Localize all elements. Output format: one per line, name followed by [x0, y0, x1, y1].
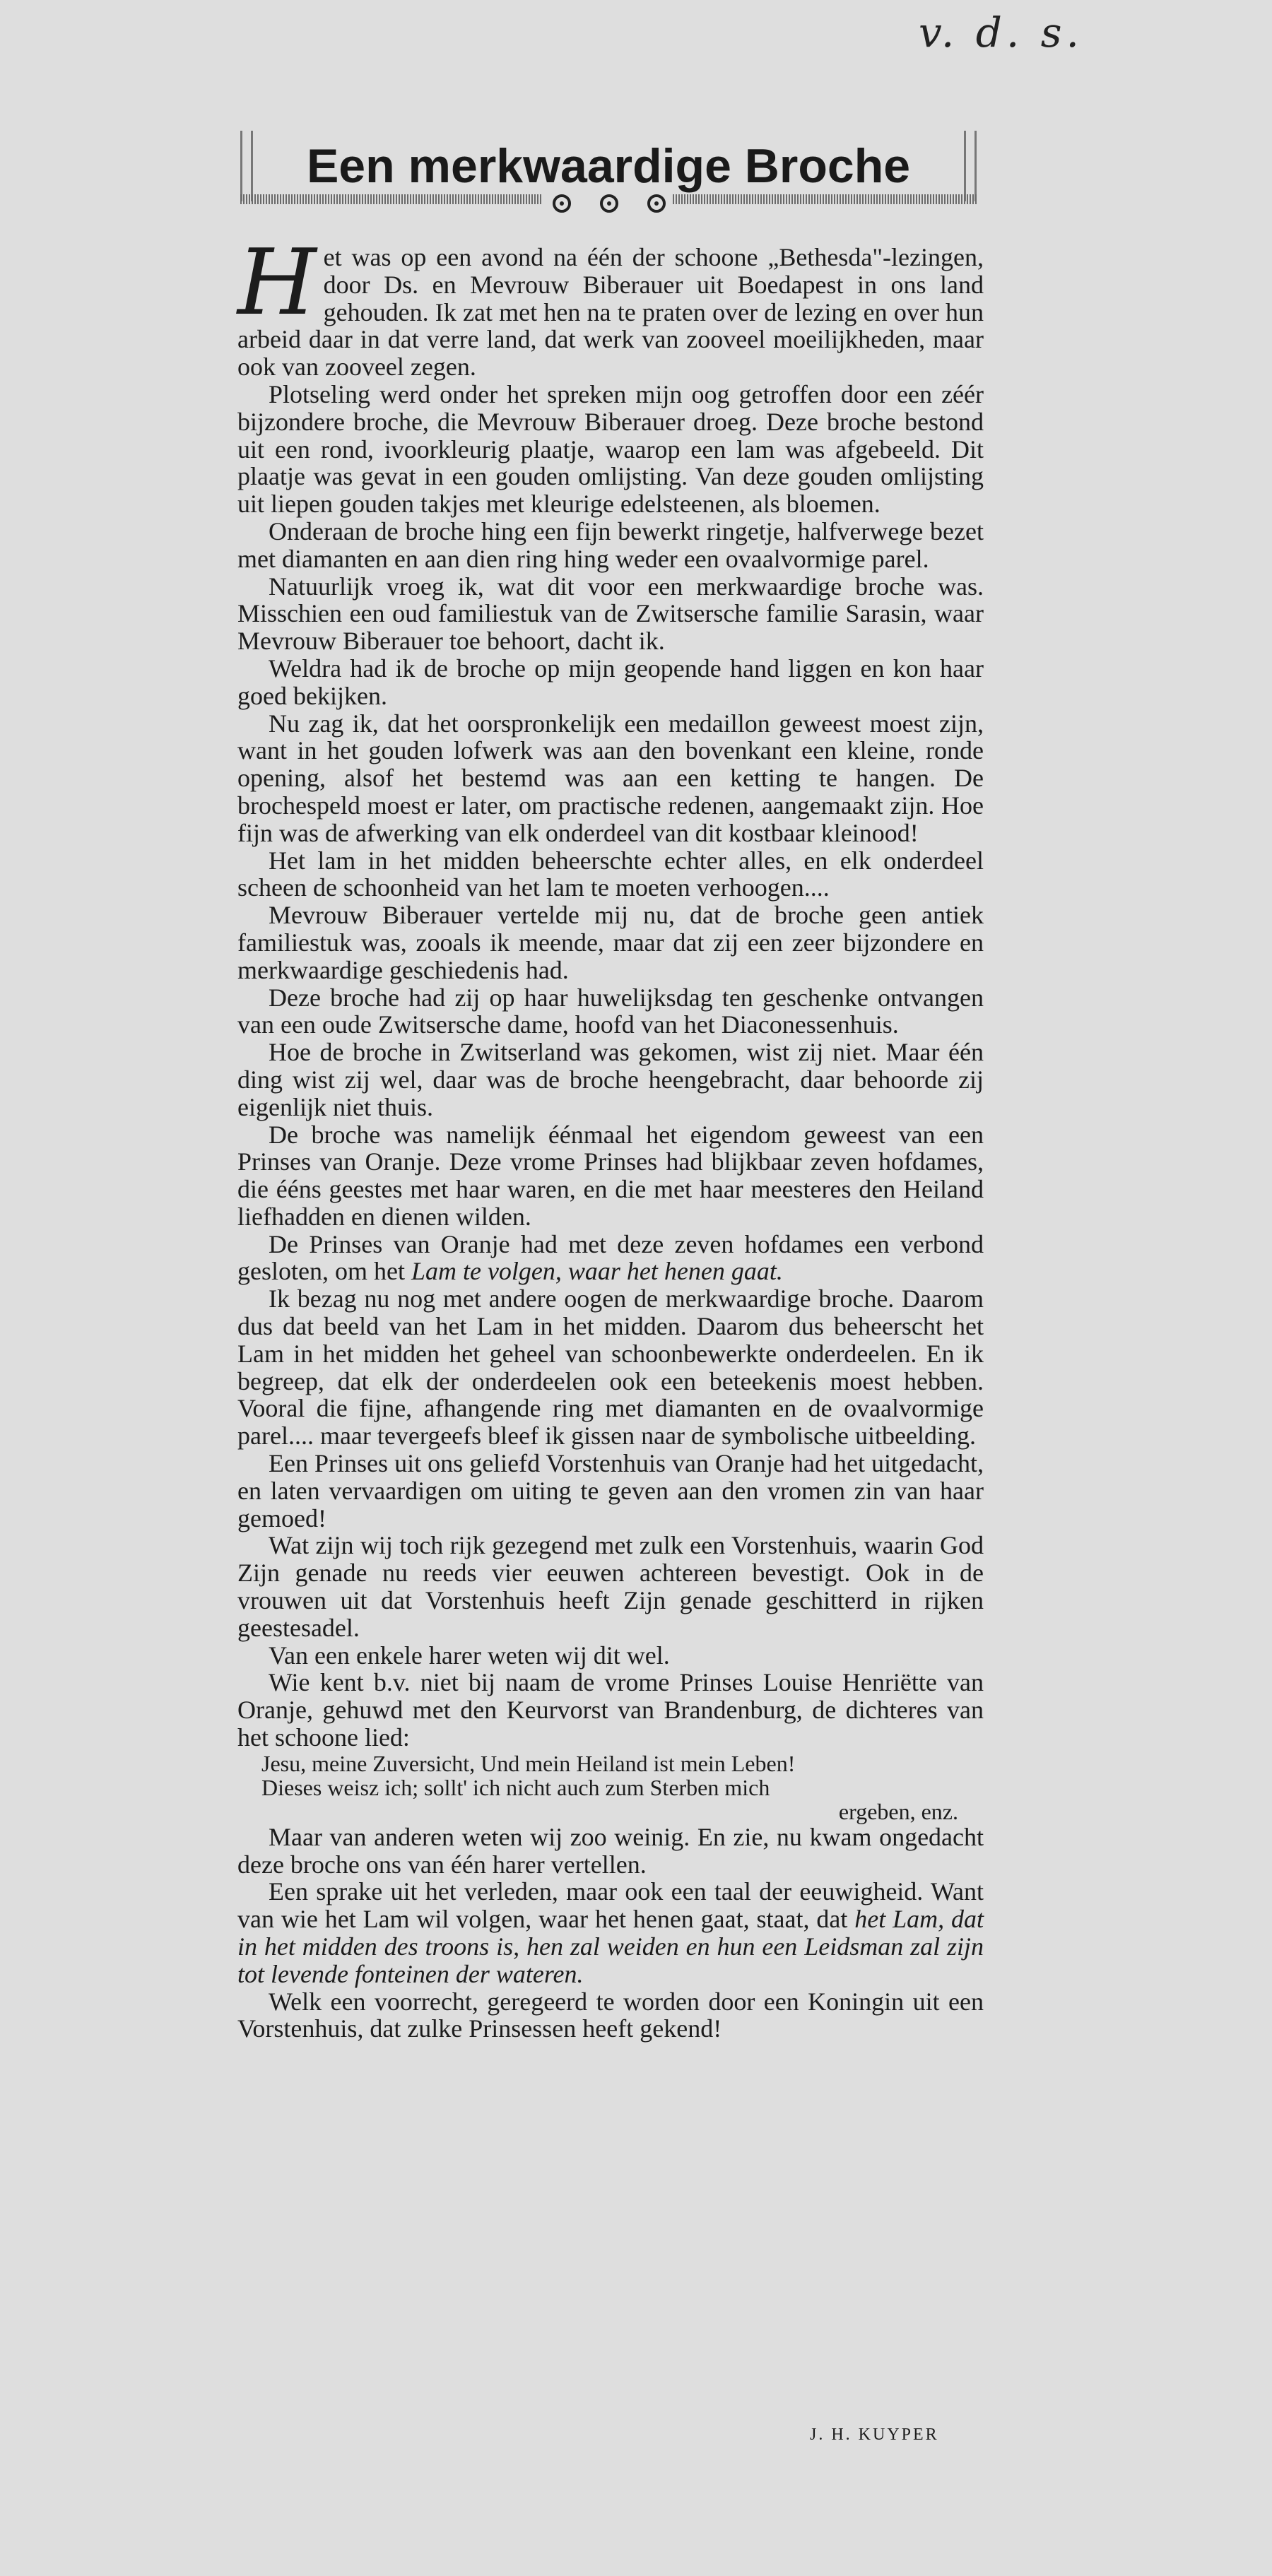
title-frame-right-bar — [964, 131, 977, 201]
paragraph: Wat zijn wij toch rijk gezegend met zulk een Vorstenhuis, waarin God Zijn genade nu reeds vier eeuwen achtereen bevestigt. Ook in de vrouwen uit dat Vorstenhuis heeft Zijn genade geschitterd in rijken geestesadel. — [237, 1531, 984, 1642]
paragraph: Wie kent b.v. niet bij naam de vrome Prinses Louise Henriëtte van Oranje, gehuwd met den Keurvorst van Brandenburg, de dichteres van het schoone lied: — [237, 1668, 984, 1752]
article-body — [237, 230, 984, 2043]
paragraph: Een Prinses uit ons geliefd Vorstenhuis van Oranje had het uitgedacht, en laten vervaardigen om uiting te geven aan den vromen zin van haar gemoed! — [237, 1449, 984, 1532]
paragraph: Het lam in het midden beheerschte echter alles, en elk onderdeel scheen de schoonheid van het lam te moeten verhoogen.... — [237, 846, 984, 902]
paragraph: Natuurlijk vroeg ik, wat dit voor een merkwaardige broche was. Misschien een oud familiestuk van de Zwitsersche familie Sarasin, waar Mevrouw Biberauer toe behoort, dacht ik. — [237, 572, 984, 656]
paragraph: Van een enkele harer weten wij dit wel. — [269, 1641, 670, 1670]
paragraph — [237, 1231, 984, 1286]
article-title: Een merkwaardige Broche — [306, 139, 911, 193]
handwritten-note: v. d. s. — [919, 8, 1083, 57]
title-ornament — [553, 189, 666, 218]
paragraph: De broche was namelijk éénmaal het eigendom geweest van een Prinses van Oranje. Deze vrome Prinses had blijkbaar zeven hofdames, die ééns geestes met haar waren, en die met haar meesteres den Heiland liefhadden en dienen wilden. — [237, 1120, 984, 1231]
paragraph: Ik bezag nu nog met andere oogen de merkwaardige broche. Daarom dus dat beeld van het Lam in het midden. Daarom dus beheerscht het Lam in het midden het geheel van schoonbewerkte onderdeelen. En ik begreep, dat elk der onderdeelen ook een beteekenis moest hebben. Vooral die fijne, afhangende ring met diamanten en de ovaalvormige parel.... maar tevergeefs bleef ik gissen naar de symbolische uitbeelding. — [237, 1284, 984, 1451]
paragraph-text: De Prinses van Oranje had met deze zeven hofdames een verbond gesloten, om het — [237, 1229, 984, 1286]
paragraph — [237, 1878, 984, 1987]
paragraph: Weldra had ik de broche op mijn geopende hand liggen en kon haar goed bekijken. — [237, 654, 984, 710]
paragraph: Deze broche had zij op haar huwelijksdag ten geschenke ontvangen van een oude Zwitsersche dame, hoofd van het Diaconessenhuis. — [237, 983, 984, 1039]
ornament-ring-icon — [553, 194, 571, 213]
paragraph — [237, 230, 984, 382]
title-rule-right — [673, 194, 977, 204]
paragraph-text: Een sprake uit het verleden, maar ook een taal der eeuwigheid. Want van wie het Lam wil volgen, waar het henen gaat, staat, dat — [237, 1877, 984, 1934]
drop-cap: H — [237, 230, 317, 336]
italic-quote: Lam te volgen, waar het henen gaat. — [411, 1257, 783, 1286]
paragraph: Onderaan de broche hing een fijn bewerkt ringetje, halfverwege bezet met diamanten en aan dien ring hing weder een ovaalvormige parel. — [237, 516, 984, 573]
ornament-ring-icon — [600, 194, 618, 213]
italic-quote: het Lam, dat in het midden des troons is, hen zal weiden en hun een Leidsman zal zijn tot levende fonteinen der wateren. — [237, 1905, 984, 1988]
poem-line: Jesu, meine Zuversicht, Und mein Heiland ist mein Leben! — [261, 1750, 796, 1776]
paragraph-text: et was op een avond na één der schoone „Bethesda"-lezingen, door Ds. en Mevrouw Biberauer uit Boedapest in ons land gehouden. Ik zat met hen na te praten over de lezing en over hun arbeid daar in dat verre land, dat werk van zooveel moeilijkheden, maar ook van zooveel zegen. — [237, 243, 984, 382]
paragraph: Hoe de broche in Zwitserland was gekomen, wist zij niet. Maar één ding wist zij wel, daar was de broche heengebracht, daar behoorde zij eigenlijk niet thuis. — [237, 1038, 984, 1121]
ornament-ring-icon — [647, 194, 666, 213]
paragraph: Mevrouw Biberauer vertelde mij nu, dat de broche geen antiek familiestuk was, zooals ik meende, maar dat zij een zeer bijzondere en merkwaardige geschiedenis had. — [237, 901, 984, 984]
poem-quote — [237, 1751, 984, 1824]
poem-line: ergeben, enz. — [838, 1798, 958, 1824]
title-frame-left-bar — [240, 131, 253, 201]
poem-line: Dieses weisz ich; sollt' ich nicht auch zum Sterben mich — [261, 1774, 770, 1800]
paragraph: Nu zag ik, dat het oorspronkelijk een medaillon geweest moest zijn, want in het gouden lofwerk was aan den bovenkant een kleine, ronde opening, alsof het bestemd was aan een ketting te hangen. De brochespeld moest er later, om practische redenen, aangemaakt zijn. Hoe fijn was de afwerking van elk onderdeel van dit kostbaar kleinood! — [237, 709, 984, 847]
author-signature: J. H. KUYPER — [810, 2426, 939, 2444]
paragraph: Plotseling werd onder het spreken mijn oog getroffen door een zéér bijzondere broche, die Mevrouw Biberauer droeg. Deze broche bestond uit een rond, ivoorkleurig plaatje, waarop een lam was afgebeeld. Dit plaatje was gevat in een gouden omlijsting. Van deze gouden omlijsting uit liepen gouden takjes met kleurige edelsteenen, als bloemen. — [237, 379, 984, 519]
title-rule-left — [240, 194, 543, 204]
paragraph: Maar van anderen weten wij zoo weinig. En zie, nu kwam ongedacht deze broche ons van één harer vertellen. — [237, 1822, 984, 1879]
paragraph: Welk een voorrecht, geregeerd te worden door een Koningin uit een Vorstenhuis, dat zulke Prinsessen heeft gekend! — [237, 1987, 984, 2043]
